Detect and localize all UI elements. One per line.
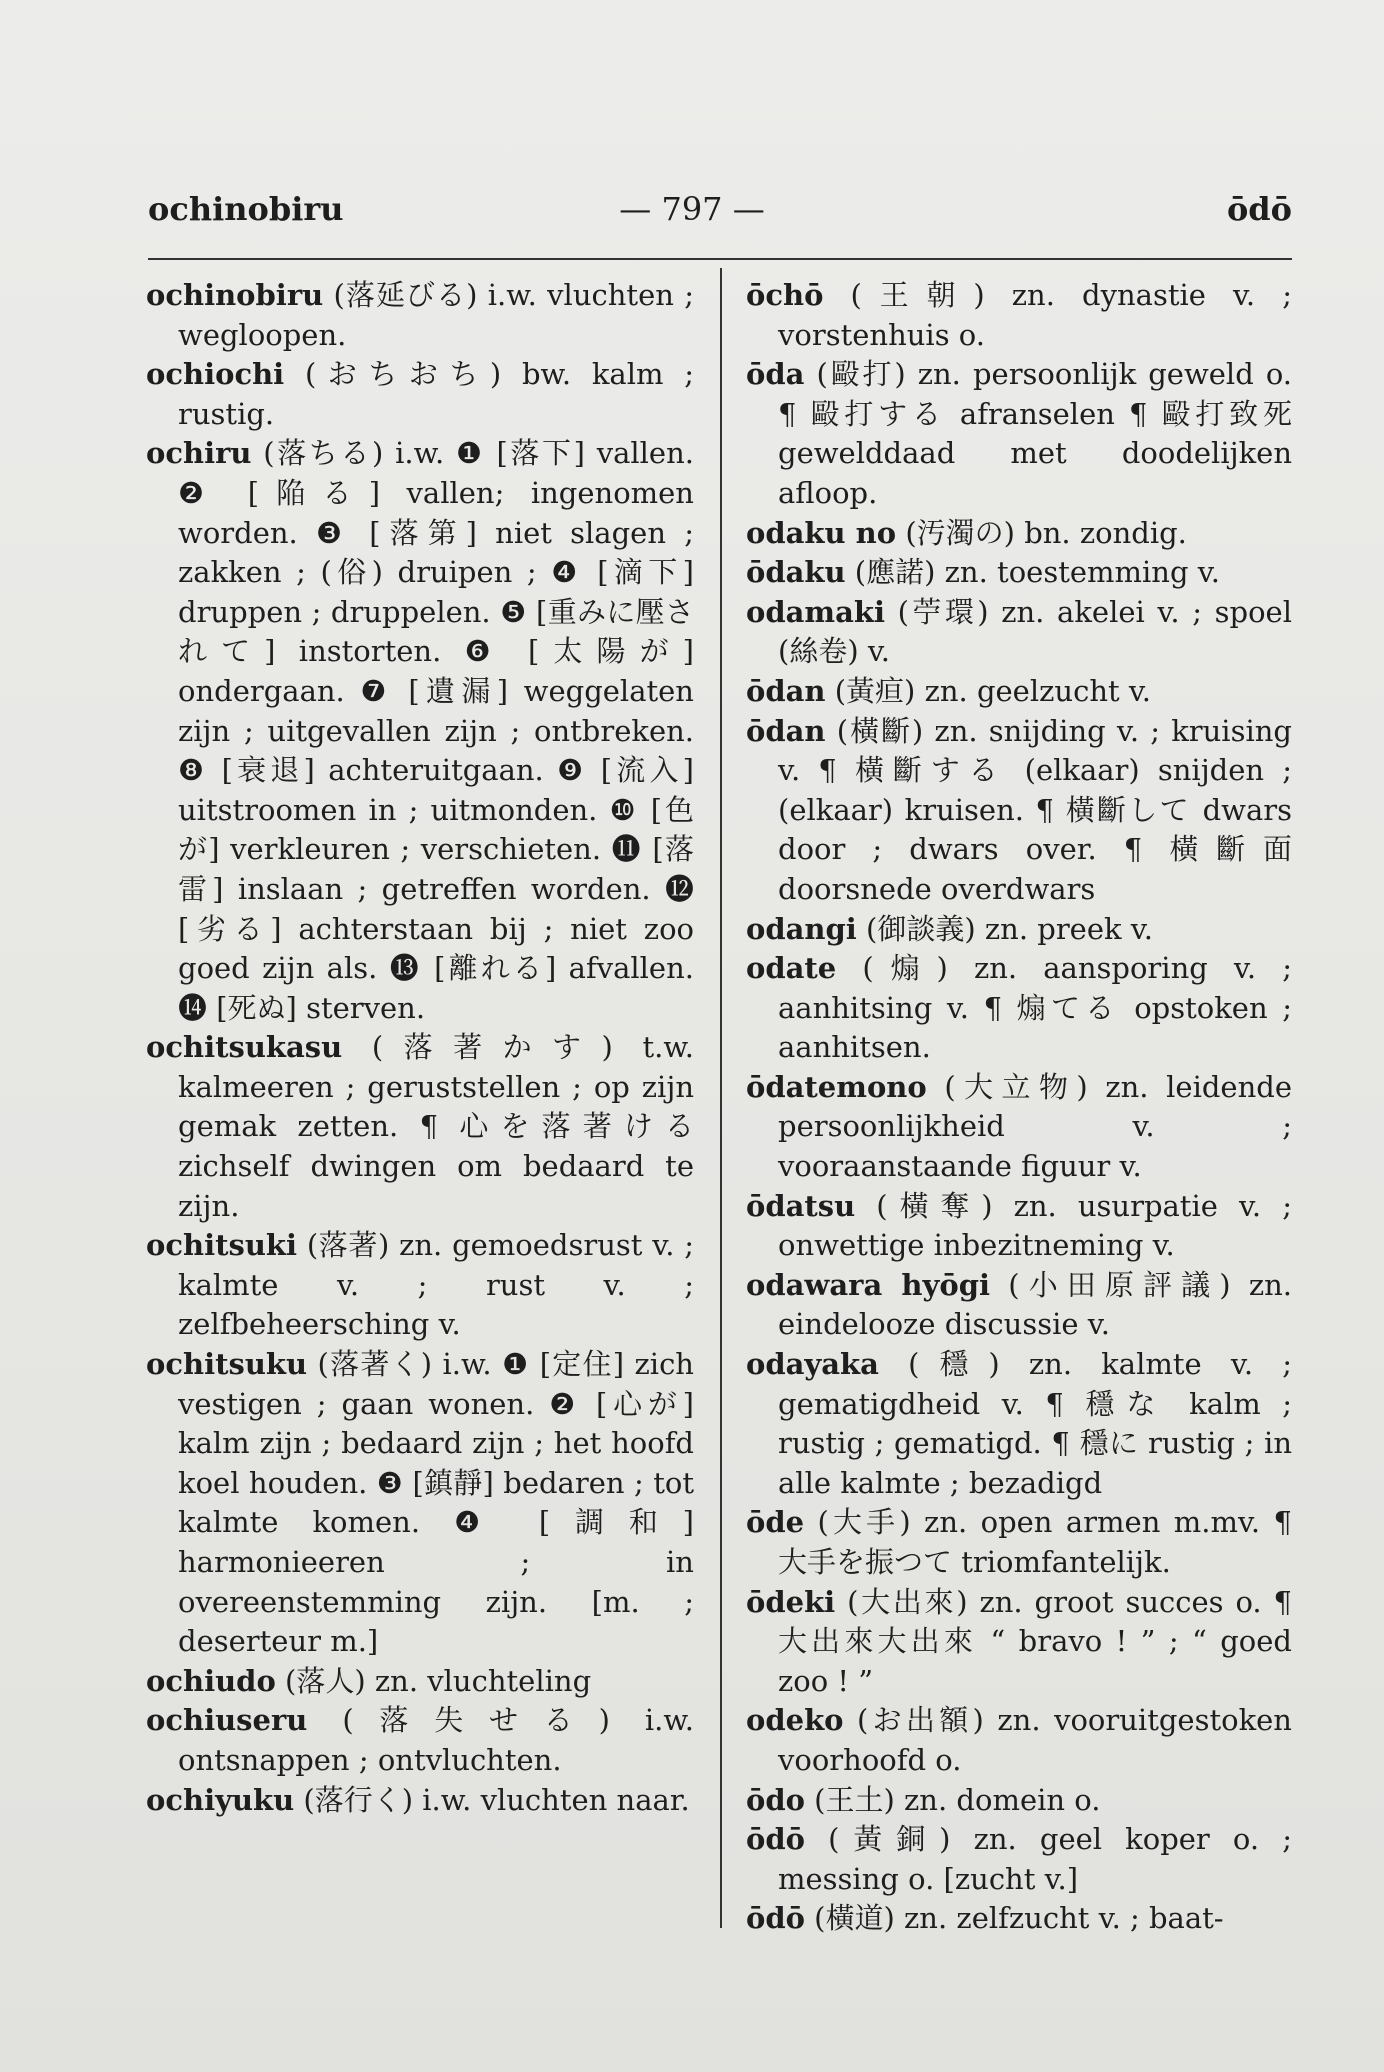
entry-headword: ōdō [746, 1901, 805, 1936]
entry-text: (汚濁の) bn. zondig. [896, 515, 1187, 550]
dictionary-entry [746, 355, 1292, 513]
entry-text: (落延びる) i.w. vluchten ; wegloopen. [178, 278, 694, 352]
entry-text: (落失せる) i.w. ontsnappen ; ontvluchten. [178, 1703, 694, 1777]
entry-headword: ōdo [746, 1782, 805, 1817]
entry-text: (黃銅) zn. geel koper o. ; messing o. [zucht v.] [778, 1822, 1292, 1896]
entry-headword: ōda [746, 357, 805, 392]
page-number: — 797 — [619, 190, 765, 228]
entry-text: (大手) zn. open armen m.mv. ¶ 大手を振つて triomfantelijk. [778, 1505, 1292, 1579]
entry-headword: ochiudo [146, 1663, 276, 1698]
entry-text: (橫道) zn. zelfzucht v. ; baat- [804, 1901, 1224, 1936]
dictionary-entry [746, 276, 1292, 355]
entry-headword: ochiyuku [146, 1782, 295, 1817]
entry-headword: ōdan [746, 673, 826, 708]
entry-text: (王朝) zn. dynastie v. ; vorstenhuis o. [778, 278, 1292, 352]
entry-headword: odangi [746, 911, 857, 946]
entry-headword: ōdeki [746, 1584, 836, 1619]
running-head-left: ochinobiru [148, 190, 344, 228]
entry-headword: odawara hyōgi [746, 1267, 990, 1302]
entry-text: (落人) zn. vluchteling [275, 1663, 592, 1698]
entry-headword: ōde [746, 1505, 805, 1540]
right-column [746, 276, 1292, 1939]
dictionary-entry [746, 1899, 1292, 1939]
dictionary-entry [146, 355, 694, 434]
entry-text: (落著く) i.w. ❶ [定住] zich vestigen ; gaan wonen. ❷ [心が] kalm zijn ; bedaard zijn ; het hoofd koel houden. ❸ [鎮靜] bedaren ; tot kalmte komen. ❹ [調和] harmonieeren ; in overeenstemming zijn. [m. ; deserteur m.] [178, 1347, 694, 1659]
entry-headword: odeko [746, 1703, 844, 1738]
dictionary-entry [146, 1226, 694, 1345]
dictionary-entry [746, 1187, 1292, 1266]
dictionary-entry [146, 1028, 694, 1226]
entry-text: (落著) zn. gemoedsrust v. ; kalmte v. ; rust v. ; zelfbeheersching v. [178, 1228, 694, 1342]
dictionary-entry [746, 1701, 1292, 1780]
entry-headword: ōdan [746, 713, 826, 748]
dictionary-entry [146, 1345, 694, 1662]
entry-headword: ochitsuku [146, 1347, 308, 1382]
dictionary-entry [746, 1583, 1292, 1702]
entry-headword: ōchō [746, 278, 824, 312]
dictionary-entry [746, 1266, 1292, 1345]
dictionary-entry [146, 1662, 694, 1702]
entry-text: (橫奪) zn. usurpatie v. ; onwettige inbezitneming v. [778, 1188, 1292, 1263]
entry-text: (落ちる) i.w. ❶ [落下] vallen. ❷ [陥る] vallen; ingenomen worden. ❸ [落第] niet slagen ; zakken ; (俗) druipen ; ❹ [滴下] druppen ; druppelen. ❺ [重みに壓されて] instorten. ❻ [太陽が] ondergaan. ❼ [遺漏] weggelaten zijn ; uitgevallen zijn ; ontbreken. ❽ [衰退] achteruitgaan. ❾ [流入] uitstroomen in ; uitmonden. ❿ [色が] verkleuren ; verschieten. ⓫ [落雷] inslaan ; getreffen worden. ⓬ [劣る] achterstaan bij ; niet zoo goed zijn als. ⓭ [離れる] afvallen. ⓮ [死ぬ] sterven. [178, 436, 694, 1025]
entry-text: (御談義) zn. preek v. [856, 911, 1153, 946]
dictionary-entry [146, 1781, 694, 1821]
entry-headword: ochitsuki [146, 1228, 298, 1263]
entry-text: (おちおち) bw. kalm ; rustig. [178, 357, 694, 431]
dictionary-entry [746, 1820, 1292, 1899]
dictionary-entry [746, 593, 1292, 672]
entry-text: (小田原評議) zn. eindelooze discussie v. [778, 1267, 1292, 1342]
dictionary-entry [746, 672, 1292, 712]
entry-text: (落著かす) t.w. kalmeeren ; geruststellen ; op zijn gemak zetten. ¶ 心を落著ける zichself dwingen om bedaard te zijn. [178, 1030, 694, 1223]
entry-headword: ōdaku [746, 555, 846, 590]
entry-text: (黃疸) zn. geelzucht v. [825, 673, 1152, 708]
entry-text: (苧環) zn. akelei v. ; spoel (絲卷) v. [778, 594, 1292, 669]
entry-text: (王土) zn. domein o. [804, 1782, 1101, 1817]
entry-text: (煽) zn. aansporing v. ; aanhitsing v. ¶ 煽てる opstoken ; aanhitsen. [778, 951, 1292, 1065]
entry-headword: ochitsukasu [146, 1030, 343, 1065]
entry-text: (橫斷) zn. snijding v. ; kruising v. ¶ 橫斷する (elkaar) snijden ; (elkaar) kruisen. ¶ 橫斷して dwars door ; dwars over. ¶ 橫斷面 doorsnede overdwars [778, 713, 1292, 906]
entry-headword: ōdatemono [746, 1069, 927, 1104]
dictionary-entry [746, 553, 1292, 593]
dictionary-entry [146, 1701, 694, 1780]
entry-text: (大立物) zn. leidende persoonlijkheid v. ; vooraanstaande figuur v. [778, 1069, 1292, 1184]
running-head-right: ōdō [1226, 190, 1292, 228]
entry-text: (お出額) zn. vooruitgestoken voorhoofd o. [778, 1703, 1292, 1777]
dictionary-entry [746, 514, 1292, 554]
column-divider [720, 268, 722, 1928]
entry-text: (落行く) i.w. vluchten naar. [294, 1782, 690, 1817]
dictionary-entry [146, 276, 694, 355]
dictionary-entry [746, 1068, 1292, 1187]
entry-text: (穩) zn. kalmte v. ; gematigdheid v. ¶ 穩な kalm ; rustig ; gematigd. ¶ 穩に rustig ; in alle kalmte ; bezadigd [778, 1347, 1292, 1500]
dictionary-entry [746, 1345, 1292, 1503]
entry-text: (應諾) zn. toestemming v. [845, 555, 1220, 590]
entry-headword: odamaki [746, 594, 885, 629]
entry-text: (大出來) zn. groot succes o. ¶ 大出來大出來 “ bravo ! ” ; “ goed zoo ! ” [778, 1584, 1292, 1698]
dictionary-entry [746, 1503, 1292, 1582]
entry-headword: ochinobiru [146, 278, 324, 312]
entry-headword: odayaka [746, 1347, 879, 1382]
left-column [146, 276, 694, 1820]
entry-headword: odaku no [746, 515, 897, 550]
entry-headword: odate [746, 951, 837, 986]
entry-headword: ōdatsu [746, 1188, 856, 1223]
entry-headword: ochiuseru [146, 1703, 308, 1738]
dictionary-entry [746, 949, 1292, 1068]
entry-headword: ochiochi [146, 357, 285, 392]
header-rule [148, 258, 1292, 260]
dictionary-entry [746, 1781, 1292, 1821]
dictionary-entry [146, 434, 694, 1028]
entry-headword: ochiru [146, 436, 252, 471]
entry-headword: ōdō [746, 1822, 805, 1857]
dictionary-entry [746, 910, 1292, 950]
dictionary-entry [746, 712, 1292, 910]
entry-text: (毆打) zn. persoonlijk geweld o. ¶ 毆打する afranselen ¶ 毆打致死 gewelddaad met doodelijken afloop. [778, 357, 1292, 510]
